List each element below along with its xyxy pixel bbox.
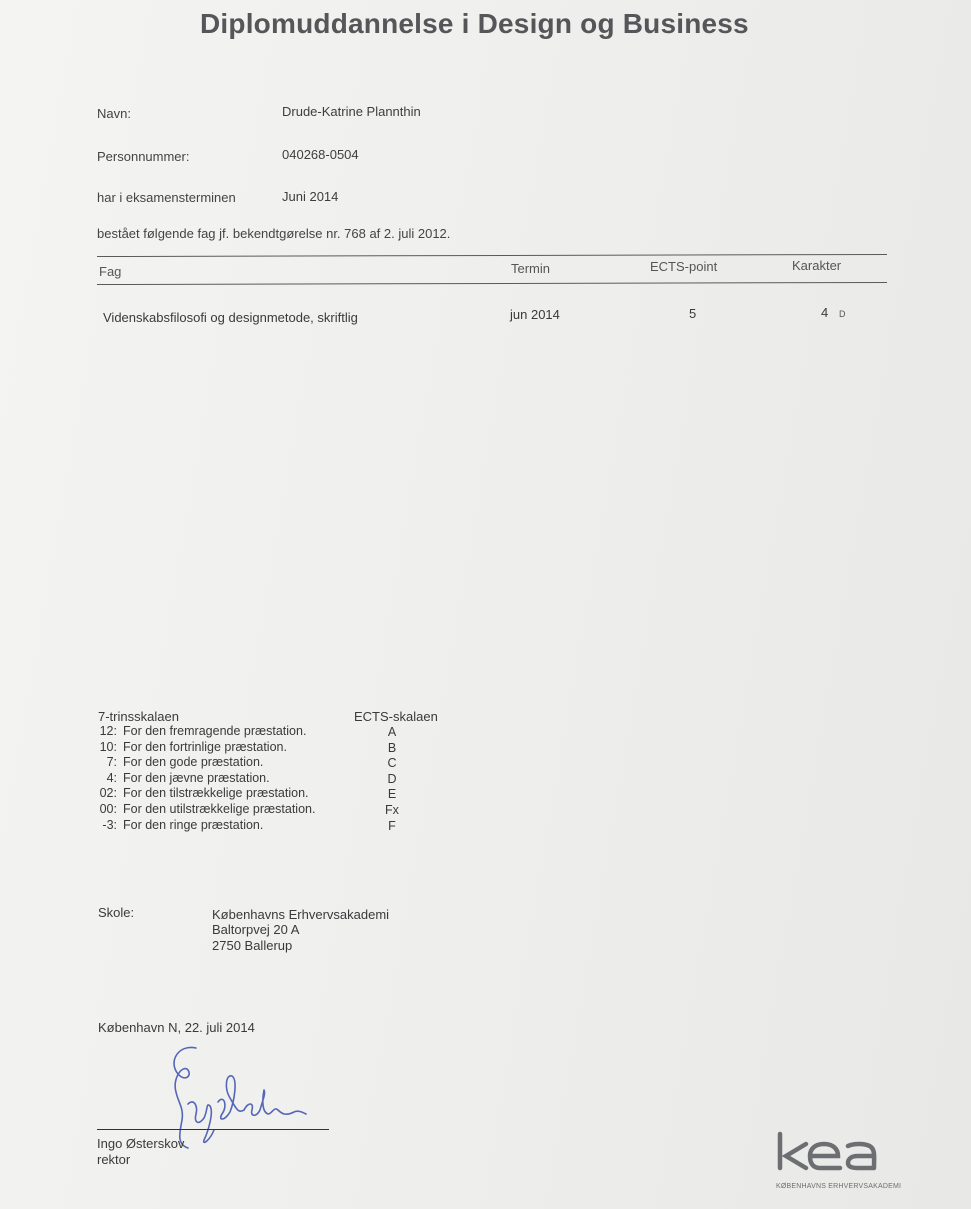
scale-description: For den utilstrækkelige præstation. [123, 801, 316, 816]
scale-row [97, 786, 315, 802]
kea-logo [776, 1130, 901, 1190]
school-label: Skole: [98, 905, 135, 920]
col-header-term: Termin [511, 261, 551, 276]
school-name: Københavns Erhvervsakademi [212, 907, 390, 922]
ects-letter: Fx [385, 802, 399, 817]
term-cell: jun 2014 [510, 307, 560, 322]
table-top-rule [97, 254, 887, 257]
scale-description: For den fortrinlige præstation. [123, 739, 287, 754]
scale-description: For den gode præstation. [123, 755, 264, 770]
name-label: Navn: [97, 106, 131, 121]
grade-cell: 4 [821, 305, 829, 320]
ects-grade-cell: D [839, 309, 846, 319]
seven-scale-title: 7-trinsskalaen [98, 709, 179, 724]
kea-logo-mark [776, 1130, 898, 1182]
col-header-grade: Karakter [792, 258, 842, 273]
scale-description: For den fremragende præstation. [123, 724, 307, 738]
scale-row [97, 724, 315, 740]
document-title: Diplomuddannelse i Design og Business [200, 8, 749, 39]
scale-grade: 10: [99, 739, 117, 754]
scale-grade: 00: [99, 801, 117, 816]
ects-letter: C [387, 756, 397, 771]
scale-grade: 7: [106, 755, 117, 770]
grading-scale-list [97, 724, 315, 833]
col-header-ects: ECTS-point [650, 259, 718, 274]
scale-description: For den ringe præstation. [123, 817, 264, 832]
ects-cell: 5 [689, 306, 697, 321]
scale-grade: 12: [99, 724, 117, 738]
signer-title: rektor [97, 1152, 131, 1167]
ects-letter: E [387, 787, 397, 802]
scale-row [97, 740, 315, 756]
cpr-value: 040268-0504 [282, 147, 359, 162]
school-street: Baltorpvej 20 A [212, 922, 300, 937]
passed-text: bestået følgende fag jf. bekendtgørelse nr. 768 af 2. juli 2012. [97, 226, 451, 241]
scale-row [97, 818, 315, 834]
scale-grade: 02: [99, 786, 117, 801]
cpr-label: Personnummer: [97, 149, 190, 164]
ects-letter: A [387, 725, 397, 739]
ects-letter-list [372, 725, 412, 834]
signature-line [97, 1129, 329, 1130]
exam-term-label: har i eksamensterminen [97, 190, 236, 205]
scale-grade: -3: [102, 817, 117, 832]
place-date: København N, 22. juli 2014 [98, 1020, 255, 1035]
school-city: 2750 Ballerup [212, 938, 293, 953]
scale-row [97, 755, 315, 771]
ects-letter: D [387, 771, 397, 786]
ects-letter: B [387, 740, 397, 755]
ects-scale-title: ECTS-skalaen [354, 709, 438, 724]
scale-description: For den jævne præstation. [123, 770, 270, 785]
subject-cell: Videnskabsfilosofi og designmetode, skriftlig [103, 310, 358, 325]
signer-name: Ingo Østerskov [97, 1136, 185, 1151]
scale-description: For den tilstrækkelige præstation. [123, 786, 309, 801]
name-value: Drude-Katrine Plannthin [282, 104, 421, 119]
scale-grade: 4: [106, 770, 117, 785]
scale-row [97, 771, 315, 787]
kea-logo-subtitle: KØBENHAVNS ERHVERVSAKADEMI [776, 1183, 902, 1190]
scale-row [97, 802, 315, 818]
table-header-rule [97, 282, 887, 285]
col-header-subject: Fag [99, 264, 122, 279]
exam-term-value: Juni 2014 [282, 189, 339, 204]
ects-letter: F [388, 818, 396, 833]
